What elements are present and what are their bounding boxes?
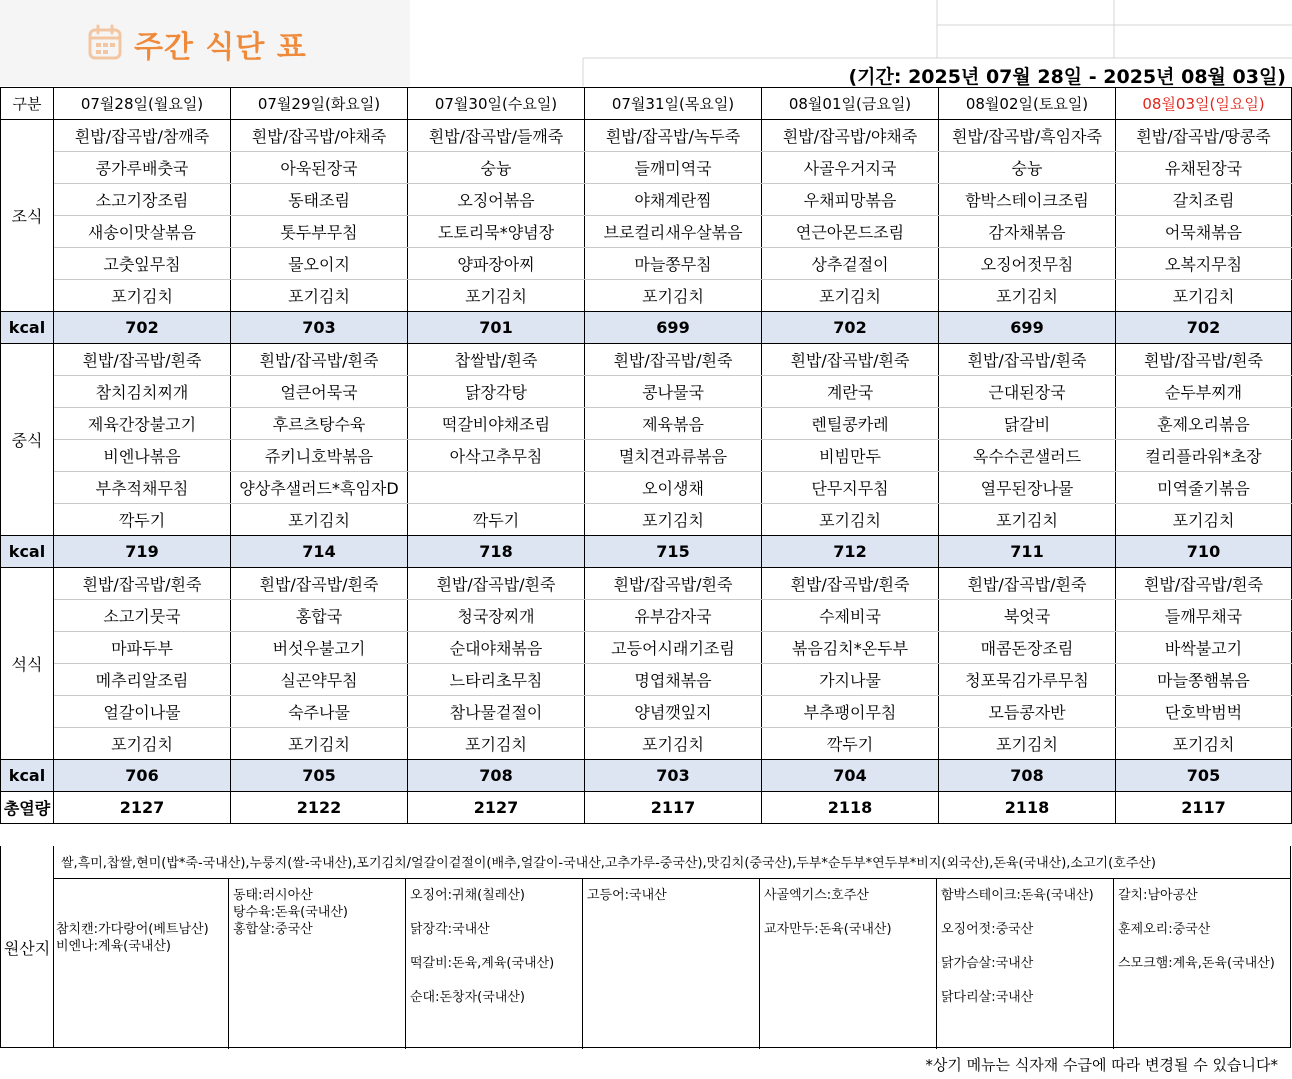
breakfast-label: 조식: [1, 120, 54, 312]
breakfast-row: [1, 120, 1292, 152]
origin-column: [938, 879, 1114, 1049]
menu-item: 흰밥/잡곡밥/흑임자죽: [939, 120, 1116, 152]
menu-item: 포기김치: [762, 280, 939, 312]
origin-line: 닭다리살:국내산: [941, 990, 1034, 1005]
menu-item: 찹쌀밥/흰죽: [408, 344, 585, 376]
menu-item: 청국장찌개: [408, 600, 585, 632]
breakfast-row: [1, 152, 1292, 184]
menu-item: 아삭고추무침: [408, 440, 585, 472]
origin-column: [407, 879, 583, 1049]
menu-item: 흰밥/잡곡밥/들깨죽: [408, 120, 585, 152]
kcal-value: 714: [231, 536, 408, 568]
menu-item: 깍두기: [408, 504, 585, 536]
menu-item: 함박스테이크조림: [939, 184, 1116, 216]
menu-item: 흰밥/잡곡밥/흰죽: [585, 344, 762, 376]
menu-item: 양념깻잎지: [585, 696, 762, 728]
menu-item: 포기김치: [1116, 280, 1292, 312]
menu-item: 흰밥/잡곡밥/녹두죽: [585, 120, 762, 152]
menu-item: 흰밥/잡곡밥/흰죽: [54, 344, 231, 376]
menu-item: 순대야채볶음: [408, 632, 585, 664]
origin-line: 갈치:남아공산: [1118, 888, 1198, 903]
menu-item: 흰밥/잡곡밥/흰죽: [1116, 344, 1292, 376]
dinner-row: [1, 696, 1292, 728]
menu-item: 포기김치: [408, 280, 585, 312]
menu-item: 흰밥/잡곡밥/흰죽: [408, 568, 585, 600]
menu-item: 떡갈비야채조림: [408, 408, 585, 440]
menu-item: 부추팽이무침: [762, 696, 939, 728]
breakfast-row: [1, 216, 1292, 248]
menu-item: 사골우거지국: [762, 152, 939, 184]
kcal-value: 715: [585, 536, 762, 568]
weekly-menu-table: [0, 87, 1292, 824]
menu-item: 수제비국: [762, 600, 939, 632]
menu-item: 제육볶음: [585, 408, 762, 440]
kcal-value: 699: [585, 312, 762, 344]
menu-item: 톳두부무침: [231, 216, 408, 248]
corner-label: 구분: [1, 88, 54, 120]
menu-item: 옥수수콘샐러드: [939, 440, 1116, 472]
menu-item: 연근아몬드조림: [762, 216, 939, 248]
origin-line: 동태:러시아산: [233, 888, 313, 903]
menu-item: 고춧잎무침: [54, 248, 231, 280]
menu-item: 숙주나물: [231, 696, 408, 728]
menu-item: 포기김치: [939, 728, 1116, 760]
menu-item: 훈제오리볶음: [1116, 408, 1292, 440]
menu-item: 제육간장불고기: [54, 408, 231, 440]
menu-item: 닭장각탕: [408, 376, 585, 408]
kcal-value: 699: [939, 312, 1116, 344]
menu-item: 흰밥/잡곡밥/흰죽: [585, 568, 762, 600]
menu-item: 흰밥/잡곡밥/땅콩죽: [1116, 120, 1292, 152]
origin-line: 떡갈비:돈육,계육(국내산): [410, 956, 555, 971]
menu-item: 흰밥/잡곡밥/참깨죽: [54, 120, 231, 152]
menu-item: 실곤약무침: [231, 664, 408, 696]
breakfast-row: [1, 184, 1292, 216]
menu-item: 미역줄기볶음: [1116, 472, 1292, 504]
menu-item: 청포묵김가루무침: [939, 664, 1116, 696]
menu-item: 비엔나볶음: [54, 440, 231, 472]
menu-item: 포기김치: [231, 728, 408, 760]
menu-item: 포기김치: [762, 504, 939, 536]
breakfast-kcal-row: [1, 312, 1292, 344]
menu-item: 포기김치: [939, 504, 1116, 536]
menu-item: 양파장아찌: [408, 248, 585, 280]
breakfast-row: [1, 280, 1292, 312]
dinner-row: [1, 568, 1292, 600]
total-value: 2117: [585, 792, 762, 824]
kcal-label: kcal: [1, 760, 54, 792]
menu-item: 순두부찌개: [1116, 376, 1292, 408]
lunch-row: [1, 376, 1292, 408]
menu-item: 흰밥/잡곡밥/흰죽: [939, 568, 1116, 600]
kcal-value: 701: [408, 312, 585, 344]
menu-item: 메추리알조림: [54, 664, 231, 696]
total-kcal-row: [1, 792, 1292, 824]
kcal-label: kcal: [1, 536, 54, 568]
menu-item: 우채피망볶음: [762, 184, 939, 216]
menu-item: 근대된장국: [939, 376, 1116, 408]
total-value: 2127: [408, 792, 585, 824]
kcal-value: 718: [408, 536, 585, 568]
origin-line: 함박스테이크:돈육(국내산): [941, 888, 1094, 903]
kcal-value: 702: [1116, 312, 1292, 344]
lunch-row: [1, 504, 1292, 536]
menu-item: 감자채볶음: [939, 216, 1116, 248]
menu-item: 홍합국: [231, 600, 408, 632]
menu-item: 갈치조림: [1116, 184, 1292, 216]
menu-item: 포기김치: [408, 728, 585, 760]
origin-line: 스모크햄:계육,돈육(국내산): [1118, 956, 1275, 971]
lunch-row: [1, 344, 1292, 376]
kcal-label: kcal: [1, 312, 54, 344]
dinner-row: [1, 600, 1292, 632]
origin-column: [761, 879, 937, 1049]
dinner-row: [1, 632, 1292, 664]
menu-item: 얼큰어묵국: [231, 376, 408, 408]
menu-item: 소고기뭇국: [54, 600, 231, 632]
menu-item: 얼갈이나물: [54, 696, 231, 728]
menu-item: 소고기장조림: [54, 184, 231, 216]
origin-line: 비엔나:계육(국내산): [56, 939, 171, 954]
origin-section: [0, 846, 1291, 1048]
menu-item: 가지나물: [762, 664, 939, 696]
menu-item: 유채된장국: [1116, 152, 1292, 184]
menu-item: 오이생채: [585, 472, 762, 504]
menu-item: 흰밥/잡곡밥/야채죽: [762, 120, 939, 152]
menu-item: 계란국: [762, 376, 939, 408]
kcal-value: 710: [1116, 536, 1292, 568]
menu-item: 비빔만두: [762, 440, 939, 472]
menu-item: 명엽채볶음: [585, 664, 762, 696]
menu-item: 포기김치: [54, 280, 231, 312]
menu-item: 흰밥/잡곡밥/흰죽: [762, 568, 939, 600]
kcal-value: 703: [585, 760, 762, 792]
origin-line: 훈제오리:중국산: [1118, 922, 1211, 937]
lunch-label: 중식: [1, 344, 54, 536]
menu-item: 매콤돈장조림: [939, 632, 1116, 664]
menu-item: 포기김치: [231, 280, 408, 312]
menu-period: (기간: 2025년 07월 28일 - 2025년 08월 03일): [848, 66, 1286, 88]
kcal-value: 702: [762, 312, 939, 344]
origin-column: [53, 879, 229, 1049]
origin-line: 순대:돈창자(국내산): [410, 990, 525, 1005]
menu-item: 동태조림: [231, 184, 408, 216]
menu-item: 바싹불고기: [1116, 632, 1292, 664]
menu-item: 들깨무채국: [1116, 600, 1292, 632]
origin-label: 원산지: [1, 846, 54, 1048]
origin-common-text: 쌀,흑미,찹쌀,현미(밥*죽-국내산),누룽지(쌀-국내산),포기김치/얼갈이겉절이(배추,얼갈이-국내산,고추가루-중국산),맛김치(중국산),두부*순두부*연두부*비지(외국산),돈육(국내산),소고기(호주산): [61, 856, 1156, 871]
menu-item: 포기김치: [585, 728, 762, 760]
logo-area: [0, 0, 410, 86]
origin-line: 닭가슴살:국내산: [941, 956, 1034, 971]
lunch-row: [1, 408, 1292, 440]
menu-item: [408, 472, 585, 504]
kcal-value: 705: [1116, 760, 1292, 792]
menu-item: 부추적채무침: [54, 472, 231, 504]
menu-item: 숭늉: [939, 152, 1116, 184]
total-value: 2127: [54, 792, 231, 824]
menu-item: 참치김치찌개: [54, 376, 231, 408]
dinner-row: [1, 664, 1292, 696]
menu-item: 깍두기: [762, 728, 939, 760]
origin-column: [1115, 879, 1290, 1049]
menu-item: 북엇국: [939, 600, 1116, 632]
kcal-value: 712: [762, 536, 939, 568]
menu-item: 멸치견과류볶음: [585, 440, 762, 472]
dinner-row: [1, 728, 1292, 760]
menu-item: 상추겉절이: [762, 248, 939, 280]
footer-note: *상기 메뉴는 식자재 수급에 따라 변경될 수 있습니다*: [925, 1056, 1278, 1074]
menu-item: 모듬콩자반: [939, 696, 1116, 728]
kcal-value: 705: [231, 760, 408, 792]
day-header: 07월29일(화요일): [231, 88, 408, 120]
origin-columns: [53, 878, 1291, 1049]
origin-line: 탕수육:돈육(국내산): [233, 905, 348, 920]
menu-item: 닭갈비: [939, 408, 1116, 440]
menu-item: 느타리초무침: [408, 664, 585, 696]
menu-item: 아욱된장국: [231, 152, 408, 184]
menu-item: 콩나물국: [585, 376, 762, 408]
menu-item: 브로컬리새우살볶음: [585, 216, 762, 248]
menu-item: 컬리플라워*초장: [1116, 440, 1292, 472]
menu-item: 포기김치: [585, 504, 762, 536]
origin-line: 홍합살:중국산: [233, 922, 313, 937]
menu-item: 볶음김치*온두부: [762, 632, 939, 664]
menu-item: 오징어볶음: [408, 184, 585, 216]
page-title: 주간 식단 표: [134, 30, 307, 65]
menu-item: 마늘쫑무침: [585, 248, 762, 280]
menu-item: 렌틸콩카레: [762, 408, 939, 440]
day-header: 08월03일(일요일): [1116, 88, 1292, 120]
origin-line: 오징어젓:중국산: [941, 922, 1034, 937]
origin-column: [584, 879, 760, 1049]
menu-item: 쥬키니호박볶음: [231, 440, 408, 472]
total-label: 총열량: [1, 792, 54, 824]
total-value: 2122: [231, 792, 408, 824]
lunch-row: [1, 472, 1292, 504]
kcal-value: 703: [231, 312, 408, 344]
day-header: 07월31일(목요일): [585, 88, 762, 120]
menu-item: 흰밥/잡곡밥/흰죽: [1116, 568, 1292, 600]
kcal-value: 719: [54, 536, 231, 568]
origin-line: 교자만두:돈육(국내산): [764, 922, 892, 937]
origin-line: 고등어:국내산: [587, 888, 667, 903]
menu-item: 물오이지: [231, 248, 408, 280]
origin-line: 오징어:귀채(칠레산): [410, 888, 525, 903]
menu-item: 포기김치: [231, 504, 408, 536]
menu-item: 마늘쫑햄볶음: [1116, 664, 1292, 696]
menu-item: 도토리묵*양념장: [408, 216, 585, 248]
menu-item: 후르츠탕수육: [231, 408, 408, 440]
menu-item: 유부감자국: [585, 600, 762, 632]
menu-item: 어묵채볶음: [1116, 216, 1292, 248]
day-header: 07월28일(월요일): [54, 88, 231, 120]
origin-line: [56, 904, 228, 921]
menu-item: 참나물겉절이: [408, 696, 585, 728]
header-row: [1, 88, 1292, 120]
lunch-row: [1, 440, 1292, 472]
menu-item: 양상추샐러드*흑임자D: [231, 472, 408, 504]
menu-item: 포기김치: [585, 280, 762, 312]
menu-item: 흰밥/잡곡밥/흰죽: [54, 568, 231, 600]
menu-item: 숭늉: [408, 152, 585, 184]
kcal-value: 708: [939, 760, 1116, 792]
menu-item: 오복지무침: [1116, 248, 1292, 280]
dinner-kcal-row: [1, 760, 1292, 792]
menu-item: 콩가루배춧국: [54, 152, 231, 184]
menu-item: 흰밥/잡곡밥/흰죽: [939, 344, 1116, 376]
menu-item: 고등어시래기조림: [585, 632, 762, 664]
menu-item: 오징어젓무침: [939, 248, 1116, 280]
menu-item: 마파두부: [54, 632, 231, 664]
total-value: 2117: [1116, 792, 1292, 824]
origin-line: 참치캔:가다랑어(베트남산): [56, 922, 209, 937]
menu-item: 들깨미역국: [585, 152, 762, 184]
menu-item: 포기김치: [1116, 728, 1292, 760]
origin-line: [56, 887, 228, 904]
origin-line: 사골엑기스:호주산: [764, 888, 869, 903]
menu-item: 야채계란찜: [585, 184, 762, 216]
total-value: 2118: [762, 792, 939, 824]
menu-item: 단무지무침: [762, 472, 939, 504]
menu-item: 흰밥/잡곡밥/흰죽: [231, 344, 408, 376]
menu-item: 흰밥/잡곡밥/흰죽: [231, 568, 408, 600]
menu-item: 단호박범벅: [1116, 696, 1292, 728]
menu-item: 포기김치: [1116, 504, 1292, 536]
day-header: 07월30일(수요일): [408, 88, 585, 120]
menu-item: 깍두기: [54, 504, 231, 536]
kcal-value: 706: [54, 760, 231, 792]
kcal-value: 702: [54, 312, 231, 344]
menu-item: 버섯우불고기: [231, 632, 408, 664]
day-header: 08월01일(금요일): [762, 88, 939, 120]
menu-item: 포기김치: [939, 280, 1116, 312]
calendar-icon: [88, 24, 122, 60]
kcal-value: 708: [408, 760, 585, 792]
kcal-value: 711: [939, 536, 1116, 568]
lunch-kcal-row: [1, 536, 1292, 568]
origin-line: 닭장각:국내산: [410, 922, 490, 937]
kcal-value: 704: [762, 760, 939, 792]
day-header: 08월02일(토요일): [939, 88, 1116, 120]
origin-column: [230, 879, 406, 1049]
total-value: 2118: [939, 792, 1116, 824]
dinner-label: 석식: [1, 568, 54, 760]
breakfast-row: [1, 248, 1292, 280]
menu-item: 포기김치: [54, 728, 231, 760]
menu-item: 흰밥/잡곡밥/흰죽: [762, 344, 939, 376]
menu-item: 새송이맛살볶음: [54, 216, 231, 248]
menu-item: 열무된장나물: [939, 472, 1116, 504]
menu-item: 흰밥/잡곡밥/야채죽: [231, 120, 408, 152]
